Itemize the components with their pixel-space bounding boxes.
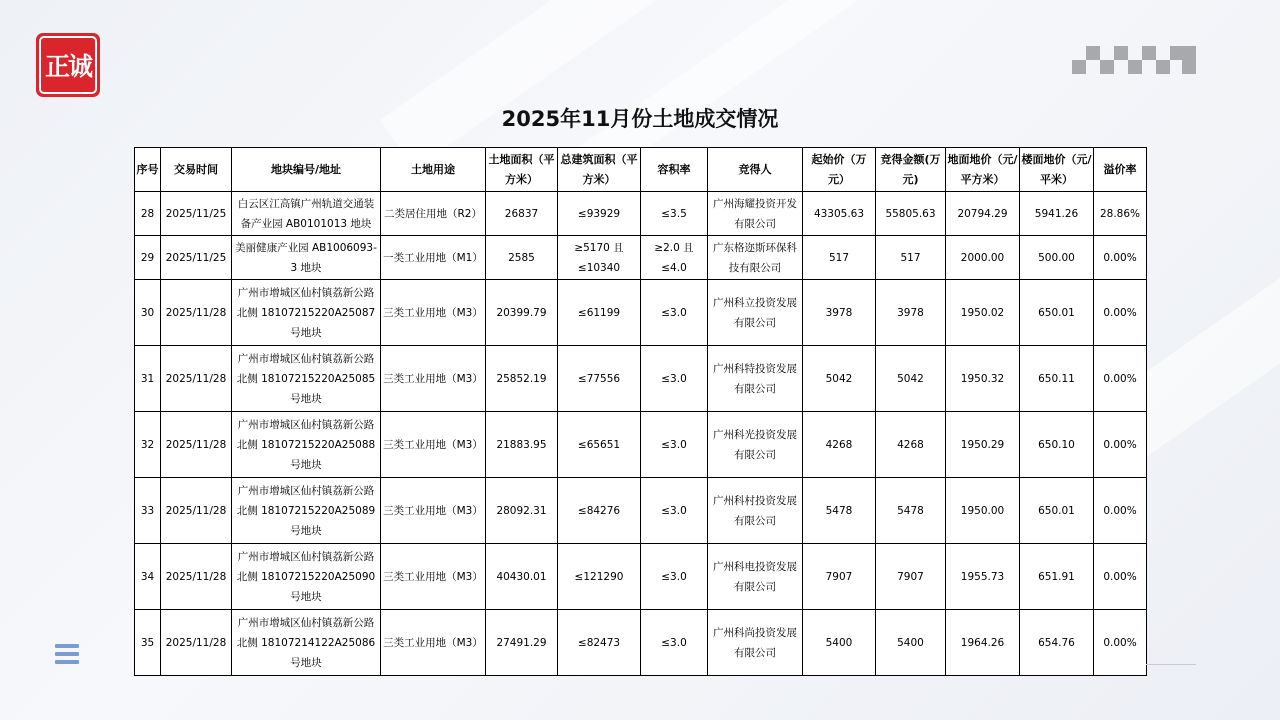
cell-land-usage: 三类工业用地（M3） [381, 544, 486, 610]
cell-building-area: ≤65651 [558, 412, 641, 478]
cell-building-area: ≤82473 [558, 610, 641, 676]
divider [1146, 664, 1196, 665]
table-header-row [135, 148, 1147, 192]
cell-winner: 广州科尚投资发展有限公司 [708, 610, 803, 676]
cell-deal-price: 7907 [876, 544, 946, 610]
cell-row-index: 29 [135, 236, 161, 280]
cell-start-price: 4268 [803, 412, 876, 478]
cell-winner: 广州科特投资发展有限公司 [708, 346, 803, 412]
cell-start-price: 43305.63 [803, 192, 876, 236]
cell-floor-price: 500.00 [1020, 236, 1094, 280]
cell-floor-price: 654.76 [1020, 610, 1094, 676]
land-transaction-table [134, 147, 1147, 676]
cell-land-usage: 三类工业用地（M3） [381, 346, 486, 412]
cell-deal-date: 2025/11/28 [161, 478, 232, 544]
cell-land-usage: 二类居住用地（R2） [381, 192, 486, 236]
cell-floor-price: 650.11 [1020, 346, 1094, 412]
cell-deal-date: 2025/11/28 [161, 610, 232, 676]
cell-plot-ratio: ≤3.0 [641, 610, 708, 676]
cell-building-area: ≤84276 [558, 478, 641, 544]
cell-deal-price: 5042 [876, 346, 946, 412]
company-logo [36, 33, 100, 97]
cell-start-price: 5478 [803, 478, 876, 544]
cell-building-area: ≤61199 [558, 280, 641, 346]
cell-deal-price: 517 [876, 236, 946, 280]
cell-land-unit-price: 20794.29 [946, 192, 1020, 236]
cell-start-price: 7907 [803, 544, 876, 610]
cell-deal-price: 55805.63 [876, 192, 946, 236]
cell-parcel-address: 广州市增城区仙村镇荔新公路北侧 18107214122A25086 号地块 [232, 610, 381, 676]
cell-land-unit-price: 1950.02 [946, 280, 1020, 346]
cell-premium-rate: 0.00% [1094, 236, 1147, 280]
table-row [135, 346, 1147, 412]
header-premium-rate: 溢价率 [1094, 148, 1147, 192]
cell-winner: 广州海耀投资开发有限公司 [708, 192, 803, 236]
cell-parcel-address: 广州市增城区仙村镇荔新公路北侧 18107215220A25088 号地块 [232, 412, 381, 478]
logo-text: 正诚 [39, 36, 97, 94]
header-building-area: 总建筑面积（平方米） [558, 148, 641, 192]
cell-deal-price: 5478 [876, 478, 946, 544]
cell-land-usage: 三类工业用地（M3） [381, 280, 486, 346]
cell-premium-rate: 0.00% [1094, 280, 1147, 346]
cell-land-area: 25852.19 [486, 346, 558, 412]
cell-winner: 广州科村投资发展有限公司 [708, 478, 803, 544]
cell-row-index: 31 [135, 346, 161, 412]
table-row [135, 544, 1147, 610]
checker-pattern-icon [1072, 46, 1196, 74]
cell-land-usage: 三类工业用地（M3） [381, 478, 486, 544]
cell-land-unit-price: 1950.00 [946, 478, 1020, 544]
cell-land-area: 28092.31 [486, 478, 558, 544]
table-row [135, 236, 1147, 280]
cell-plot-ratio: ≤3.0 [641, 478, 708, 544]
cell-parcel-address: 白云区江高镇广州轨道交通装备产业园 AB0101013 地块 [232, 192, 381, 236]
header-parcel: 地块编号/地址 [232, 148, 381, 192]
header-land-area: 土地面积（平方米） [486, 148, 558, 192]
cell-premium-rate: 0.00% [1094, 610, 1147, 676]
cell-land-unit-price: 1964.26 [946, 610, 1020, 676]
cell-floor-price: 5941.26 [1020, 192, 1094, 236]
header-floor-price: 楼面地价（元/平米） [1020, 148, 1094, 192]
cell-deal-date: 2025/11/28 [161, 280, 232, 346]
header-plot-ratio: 容积率 [641, 148, 708, 192]
cell-deal-date: 2025/11/25 [161, 192, 232, 236]
menu-icon[interactable] [55, 644, 79, 670]
header-land-unit-price: 地面地价（元/平方米） [946, 148, 1020, 192]
table-row [135, 412, 1147, 478]
cell-start-price: 517 [803, 236, 876, 280]
cell-floor-price: 650.01 [1020, 280, 1094, 346]
cell-land-usage: 一类工业用地（M1） [381, 236, 486, 280]
cell-building-area: ≤93929 [558, 192, 641, 236]
table-row [135, 192, 1147, 236]
table-row [135, 478, 1147, 544]
cell-plot-ratio: ≤3.0 [641, 280, 708, 346]
cell-plot-ratio: ≥2.0 且≤4.0 [641, 236, 708, 280]
cell-plot-ratio: ≤3.0 [641, 544, 708, 610]
cell-premium-rate: 0.00% [1094, 346, 1147, 412]
cell-deal-price: 3978 [876, 280, 946, 346]
cell-building-area: ≤77556 [558, 346, 641, 412]
cell-premium-rate: 0.00% [1094, 478, 1147, 544]
table-row [135, 280, 1147, 346]
cell-floor-price: 650.10 [1020, 412, 1094, 478]
cell-row-index: 35 [135, 610, 161, 676]
cell-deal-date: 2025/11/28 [161, 346, 232, 412]
cell-land-usage: 三类工业用地（M3） [381, 412, 486, 478]
cell-row-index: 33 [135, 478, 161, 544]
header-deal-price: 竞得金额(万元) [876, 148, 946, 192]
cell-floor-price: 651.91 [1020, 544, 1094, 610]
cell-premium-rate: 0.00% [1094, 544, 1147, 610]
cell-row-index: 30 [135, 280, 161, 346]
cell-row-index: 28 [135, 192, 161, 236]
header-index: 序号 [135, 148, 161, 192]
cell-building-area: ≤121290 [558, 544, 641, 610]
cell-floor-price: 650.01 [1020, 478, 1094, 544]
cell-plot-ratio: ≤3.0 [641, 412, 708, 478]
cell-plot-ratio: ≤3.0 [641, 346, 708, 412]
cell-deal-date: 2025/11/28 [161, 412, 232, 478]
cell-land-area: 26837 [486, 192, 558, 236]
cell-deal-date: 2025/11/25 [161, 236, 232, 280]
cell-parcel-address: 广州市增城区仙村镇荔新公路北侧 18107215220A25089 号地块 [232, 478, 381, 544]
cell-land-area: 40430.01 [486, 544, 558, 610]
cell-start-price: 3978 [803, 280, 876, 346]
table-row [135, 610, 1147, 676]
cell-winner: 广东格迩斯环保科技有限公司 [708, 236, 803, 280]
cell-parcel-address: 广州市增城区仙村镇荔新公路北侧 18107215220A25085 号地块 [232, 346, 381, 412]
cell-winner: 广州科光投资发展有限公司 [708, 412, 803, 478]
cell-plot-ratio: ≤3.5 [641, 192, 708, 236]
cell-start-price: 5042 [803, 346, 876, 412]
cell-parcel-address: 美丽健康产业园 AB1006093-3 地块 [232, 236, 381, 280]
cell-land-unit-price: 1955.73 [946, 544, 1020, 610]
cell-premium-rate: 28.86% [1094, 192, 1147, 236]
page-title: 2025年11月份土地成交情况 [501, 107, 779, 131]
cell-premium-rate: 0.00% [1094, 412, 1147, 478]
cell-deal-price: 5400 [876, 610, 946, 676]
header-start-price: 起始价（万元） [803, 148, 876, 192]
header-usage: 土地用途 [381, 148, 486, 192]
cell-winner: 广州科立投资发展有限公司 [708, 280, 803, 346]
cell-land-usage: 三类工业用地（M3） [381, 610, 486, 676]
cell-land-area: 20399.79 [486, 280, 558, 346]
cell-row-index: 34 [135, 544, 161, 610]
cell-land-unit-price: 2000.00 [946, 236, 1020, 280]
cell-building-area: ≥5170 且≤10340 [558, 236, 641, 280]
cell-deal-price: 4268 [876, 412, 946, 478]
cell-land-area: 2585 [486, 236, 558, 280]
cell-row-index: 32 [135, 412, 161, 478]
cell-land-area: 27491.29 [486, 610, 558, 676]
cell-deal-date: 2025/11/28 [161, 544, 232, 610]
cell-start-price: 5400 [803, 610, 876, 676]
cell-land-area: 21883.95 [486, 412, 558, 478]
header-winner: 竞得人 [708, 148, 803, 192]
header-date: 交易时间 [161, 148, 232, 192]
cell-land-unit-price: 1950.29 [946, 412, 1020, 478]
cell-land-unit-price: 1950.32 [946, 346, 1020, 412]
cell-parcel-address: 广州市增城区仙村镇荔新公路北侧 18107215220A25087 号地块 [232, 280, 381, 346]
cell-winner: 广州科电投资发展有限公司 [708, 544, 803, 610]
cell-parcel-address: 广州市增城区仙村镇荔新公路北侧 18107215220A25090 号地块 [232, 544, 381, 610]
